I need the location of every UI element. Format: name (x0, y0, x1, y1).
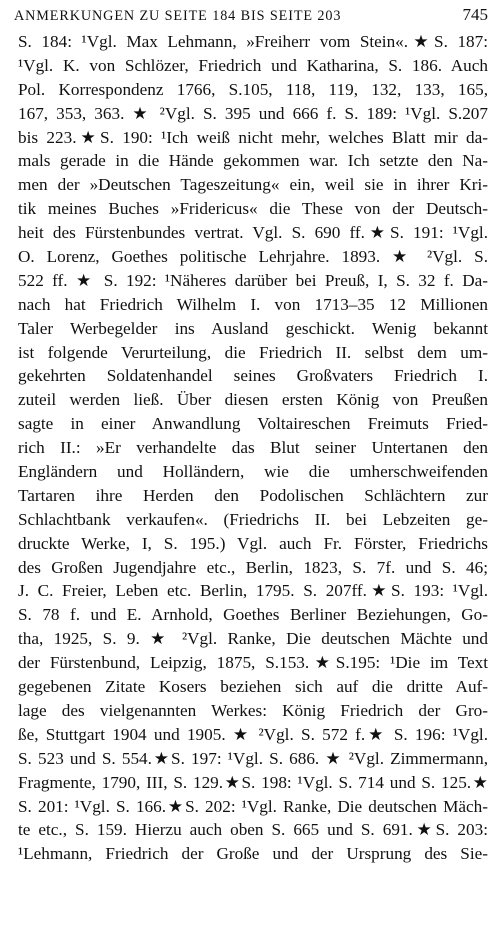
running-head (14, 5, 488, 29)
text-line: S. 201: ¹Vgl. S. 166.★S. 202: ¹Vgl. Ranke, Die deutschen Mäch- (18, 796, 488, 816)
text-line: ¹Lehmann, Friedrich der Große und der Ursprung des Sie- (18, 844, 488, 864)
text-line: des Großen Jugendjahre etc., Berlin, 1823, S. 7f. und S. 46; (18, 557, 488, 577)
text-line: Tartaren ihre Herden den Podolischen Schlächtern zur (18, 485, 488, 505)
text-line: Fragmente, 1790, III, S. 129.★S. 198: ¹Vgl. S. 714 und S. 125.★ (18, 772, 488, 792)
text-line: 167, 353, 363. ★ ²Vgl. S. 395 und 666 f. S. 189: ¹Vgl. S.207 (18, 103, 488, 123)
text-line: druckte Werke, I, S. 195.) Vgl. auch Fr. Förster, Friedrichs (18, 533, 488, 553)
text-line: lage des vielgenannten Werkes: König Friedrich der Gro- (18, 700, 488, 720)
text-line: mals gerade in die Hände gekommen war. Ich setzte den Na- (18, 151, 488, 171)
text-line: men der »Deutschen Tageszeitung« ein, weil sie in ihrer Kri- (18, 175, 488, 195)
text-line: gekehrten Soldatenhandel seines Großvaters Friedrich I. (18, 366, 488, 386)
text-line: bis 223.★S. 190: ¹Ich weiß nicht mehr, welches Blatt mir da- (18, 127, 488, 147)
page-number: 745 (462, 5, 488, 24)
text-line: ¹Vgl. K. von Schlözer, Friedrich und Katharina, S. 186. Auch (18, 55, 488, 75)
text-line: 522 ff. ★ S. 192: ¹Näheres darüber bei Preuß, I, S. 32 f. Da- (18, 270, 488, 290)
text-line: S. 78 f. und E. Arnhold, Goethes Berliner Beziehungen, Go- (18, 605, 488, 625)
text-line: der Fürstenbund, Leipzig, 1875, S.153.★S.195: ¹Die im Text (18, 653, 488, 673)
text-line: Schlachtbank verkaufen«. (Friedrichs II. bei Lebzeiten ge- (18, 509, 488, 529)
text-line: te etc., S. 159. Hierzu auch oben S. 665 und S. 691.★S. 203: (18, 820, 488, 840)
text-line: sagte in einer Anwandlung Voltaireschen Freimuts Fried- (18, 414, 488, 434)
text-line: S. 184: ¹Vgl. Max Lehmann, »Freiherr vom Stein«.★S. 187: (18, 32, 488, 51)
endnotes-text (18, 30, 488, 866)
text-line: Taler Werbegelder ins Ausland geschickt. Wenig bekannt (18, 318, 488, 338)
text-line: Engländern und Holländern, wie die umherschweifenden (18, 462, 488, 482)
text-line: ist folgende Verurteilung, die Friedrich II. selbst dem um- (18, 342, 488, 362)
text-line: nach hat Friedrich Wilhelm I. von 1713–35 12 Millionen (18, 294, 488, 314)
text-line: heit des Fürstenbundes vertrat. Vgl. S. 690 ff.★S. 191: ¹Vgl. (18, 223, 488, 243)
text-line: ße, Stuttgart 1904 und 1905. ★ ²Vgl. S. 572 f.★ S. 196: ¹Vgl. (18, 724, 488, 744)
text-line: rich II.: »Er verhandelte das Blut seiner Untertanen den (18, 438, 488, 458)
text-line: S. 523 und S. 554.★S. 197: ¹Vgl. S. 686. ★ ²Vgl. Zimmermann, (18, 748, 488, 768)
text-line: O. Lorenz, Goethes politische Lehrjahre. 1893. ★ ²Vgl. S. (18, 247, 488, 267)
text-line: gegebenen Zitate Kosers beziehen sich auf die dritte Auf- (18, 677, 488, 697)
text-line: J. C. Freier, Leben etc. Berlin, 1795. S. 207ff.★S. 193: ¹Vgl. (18, 581, 488, 601)
running-head-title: ANMERKUNGEN ZU SEITE 184 BIS SEITE 203 (14, 8, 342, 24)
text-line: tik meines Buches »Fridericus« die These von der Deutsch- (18, 199, 488, 219)
text-line: tha, 1925, S. 9. ★ ²Vgl. Ranke, Die deutschen Mächte und (18, 629, 488, 649)
text-line: zuteil werden ließ. Über diesen ersten König von Preußen (18, 390, 488, 410)
text-line: Pol. Korrespondenz 1766, S.105, 118, 119, 132, 133, 165, (18, 79, 488, 99)
